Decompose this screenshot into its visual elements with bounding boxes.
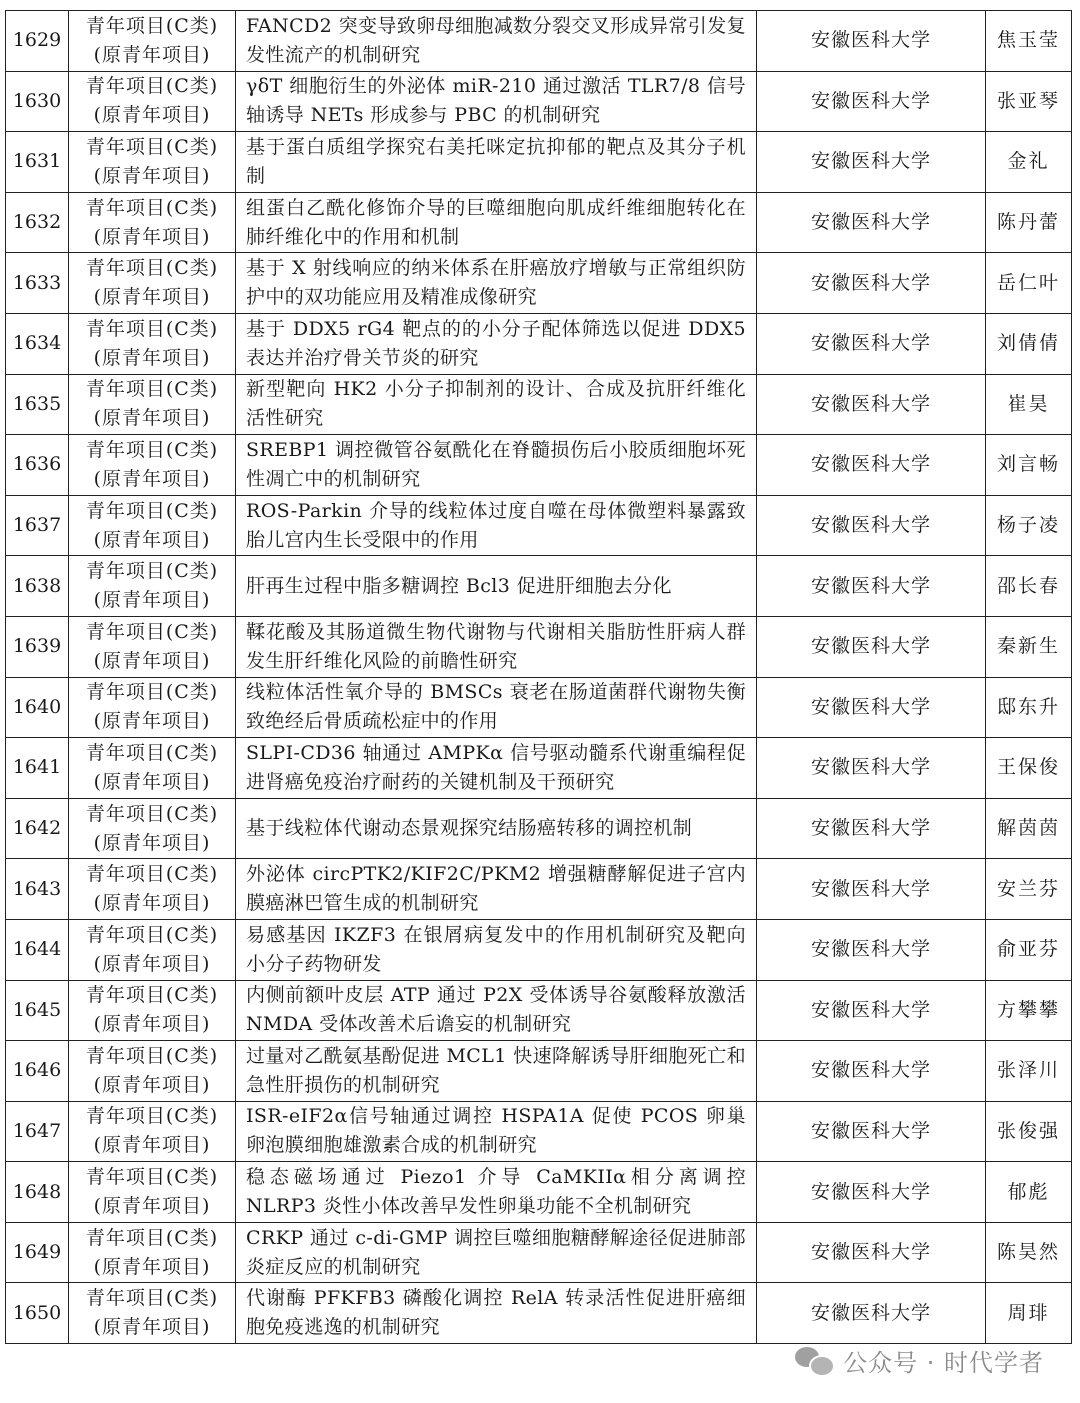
table-row — [6, 71, 1072, 132]
project-title: CRKP 通过 c-di-GMP 调控巨噬细胞糖酵解途径促进肺部炎症反应的机制研究 — [236, 1222, 757, 1283]
project-type-line1: 青年项目(C类) — [85, 741, 219, 764]
project-institution: 安徽医科大学 — [757, 132, 986, 193]
project-type-line1: 青年项目(C类) — [85, 499, 219, 522]
project-title: 肝再生过程中脂多糖调控 Bcl3 促进肝细胞去分化 — [236, 556, 757, 617]
project-type-line2: (原青年项目) — [93, 1013, 211, 1036]
project-leader: 张亚琴 — [986, 71, 1072, 132]
project-institution: 安徽医科大学 — [757, 71, 986, 132]
project-institution: 安徽医科大学 — [757, 1041, 986, 1102]
project-leader: 方攀攀 — [986, 980, 1072, 1041]
table-row — [6, 132, 1072, 193]
project-title: 代谢酶 PFKFB3 磷酸化调控 RelA 转录活性促进肝癌细胞免疫逃逸的机制研究 — [236, 1283, 757, 1344]
project-type-line1: 青年项目(C类) — [85, 1287, 219, 1310]
project-type-line2: (原青年项目) — [93, 286, 211, 309]
project-number: 1643 — [6, 859, 69, 920]
table-row — [6, 192, 1072, 253]
project-title: 易感基因 IKZF3 在银屑病复发中的作用机制研究及靶向小分子药物研发 — [236, 919, 757, 980]
project-title: FANCD2 突变导致卵母细胞减数分裂交叉形成异常引发复发性流产的机制研究 — [236, 11, 757, 72]
project-type-line1: 青年项目(C类) — [85, 257, 219, 280]
project-type — [69, 980, 236, 1041]
project-type-line2: (原青年项目) — [93, 589, 211, 612]
project-title: ROS-Parkin 介导的线粒体过度自噬在母体微塑料暴露致胎儿宫内生长受限中的作用 — [236, 495, 757, 556]
project-title: 内侧前额叶皮层 ATP 通过 P2X 受体诱导谷氨酸释放激活 NMDA 受体改善术后谵妄的机制研究 — [236, 980, 757, 1041]
project-number: 1629 — [6, 11, 69, 72]
project-type — [69, 738, 236, 799]
project-title: 基于 X 射线响应的纳米体系在肝癌放疗增敏与正常组织防护中的双功能应用及精准成像研究 — [236, 253, 757, 314]
project-type — [69, 616, 236, 677]
project-type-line2: (原青年项目) — [93, 467, 211, 490]
project-leader: 郁彪 — [986, 1162, 1072, 1223]
project-type-line2: (原青年项目) — [93, 770, 211, 793]
table-row — [6, 1101, 1072, 1162]
project-leader: 王保俊 — [986, 738, 1072, 799]
project-type-line1: 青年项目(C类) — [85, 1105, 219, 1128]
table-row — [6, 980, 1072, 1041]
project-title: 外泌体 circPTK2/KIF2C/PKM2 增强糖酵解促进子宫内膜癌淋巴管生成的机制研究 — [236, 859, 757, 920]
project-title: SREBP1 调控微管谷氨酰化在脊髓损伤后小胶质细胞坏死性凋亡中的机制研究 — [236, 435, 757, 496]
project-type-line1: 青年项目(C类) — [85, 438, 219, 461]
project-type-line1: 青年项目(C类) — [85, 802, 219, 825]
project-title: 基于线粒体代谢动态景观探究结肠癌转移的调控机制 — [236, 798, 757, 859]
table-row — [6, 859, 1072, 920]
project-leader: 俞亚芬 — [986, 919, 1072, 980]
project-title: 新型靶向 HK2 小分子抑制剂的设计、合成及抗肝纤维化活性研究 — [236, 374, 757, 435]
project-number: 1645 — [6, 980, 69, 1041]
project-leader: 刘言畅 — [986, 435, 1072, 496]
project-number: 1650 — [6, 1283, 69, 1344]
project-institution: 安徽医科大学 — [757, 1283, 986, 1344]
project-leader: 刘倩倩 — [986, 313, 1072, 374]
project-type — [69, 495, 236, 556]
project-leader: 陈昊然 — [986, 1222, 1072, 1283]
project-type-line1: 青年项目(C类) — [85, 620, 219, 643]
project-institution: 安徽医科大学 — [757, 859, 986, 920]
project-title: SLPI-CD36 轴通过 AMPKα 信号驱动髓系代谢重编程促进肾癌免疫治疗耐药的关键机制及干预研究 — [236, 738, 757, 799]
table-row — [6, 556, 1072, 617]
table-row — [6, 495, 1072, 556]
project-institution: 安徽医科大学 — [757, 1101, 986, 1162]
project-number: 1640 — [6, 677, 69, 738]
project-number: 1633 — [6, 253, 69, 314]
project-institution: 安徽医科大学 — [757, 677, 986, 738]
project-institution: 安徽医科大学 — [757, 192, 986, 253]
table-row — [6, 677, 1072, 738]
project-type — [69, 11, 236, 72]
project-leader: 邵长春 — [986, 556, 1072, 617]
project-type-line1: 青年项目(C类) — [85, 560, 219, 583]
project-type — [69, 1162, 236, 1223]
project-institution: 安徽医科大学 — [757, 1162, 986, 1223]
project-institution: 安徽医科大学 — [757, 495, 986, 556]
project-institution: 安徽医科大学 — [757, 435, 986, 496]
project-institution: 安徽医科大学 — [757, 556, 986, 617]
project-type-line2: (原青年项目) — [93, 1134, 211, 1157]
table-row — [6, 313, 1072, 374]
project-number: 1631 — [6, 132, 69, 193]
project-type-line1: 青年项目(C类) — [85, 317, 219, 340]
project-type-line1: 青年项目(C类) — [85, 923, 219, 946]
project-title: γδT 细胞衍生的外泌体 miR-210 通过激活 TLR7/8 信号轴诱导 NETs 形成参与 PBC 的机制研究 — [236, 71, 757, 132]
project-type-line2: (原青年项目) — [93, 649, 211, 672]
project-type-line1: 青年项目(C类) — [85, 135, 219, 158]
table-row — [6, 798, 1072, 859]
project-number: 1649 — [6, 1222, 69, 1283]
project-institution: 安徽医科大学 — [757, 919, 986, 980]
project-type — [69, 253, 236, 314]
project-number: 1644 — [6, 919, 69, 980]
project-type-line1: 青年项目(C类) — [85, 14, 219, 37]
table-row — [6, 738, 1072, 799]
project-title: 稳态磁场通过 Piezo1 介导 CaMKIIα相分离调控 NLRP3 炎性小体改善早发性卵巢功能不全机制研究 — [236, 1162, 757, 1223]
project-number: 1648 — [6, 1162, 69, 1223]
project-institution: 安徽医科大学 — [757, 980, 986, 1041]
project-type — [69, 798, 236, 859]
project-type — [69, 132, 236, 193]
project-institution: 安徽医科大学 — [757, 11, 986, 72]
table-row — [6, 919, 1072, 980]
project-number: 1630 — [6, 71, 69, 132]
project-type-line2: (原青年项目) — [93, 1195, 211, 1218]
project-type — [69, 1283, 236, 1344]
project-institution: 安徽医科大学 — [757, 738, 986, 799]
project-title: 线粒体活性氧介导的 BMSCs 衰老在肠道菌群代谢物失衡致绝经后骨质疏松症中的作用 — [236, 677, 757, 738]
project-number: 1646 — [6, 1041, 69, 1102]
project-title: 基于 DDX5 rG4 靶点的的小分子配体筛选以促进 DDX5 表达并治疗骨关节炎的研究 — [236, 313, 757, 374]
project-institution: 安徽医科大学 — [757, 313, 986, 374]
project-type-line1: 青年项目(C类) — [85, 681, 219, 704]
project-type-line2: (原青年项目) — [93, 1316, 211, 1339]
project-leader: 杨子凌 — [986, 495, 1072, 556]
project-type — [69, 192, 236, 253]
project-title: 鞣花酸及其肠道微生物代谢物与代谢相关脂肪性肝病人群发生肝纤维化风险的前瞻性研究 — [236, 616, 757, 677]
project-type-line2: (原青年项目) — [93, 1255, 211, 1278]
project-institution: 安徽医科大学 — [757, 798, 986, 859]
project-type — [69, 313, 236, 374]
project-title: 基于蛋白质组学探究右美托咪定抗抑郁的靶点及其分子机制 — [236, 132, 757, 193]
project-number: 1635 — [6, 374, 69, 435]
project-title: 过量对乙酰氨基酚促进 MCL1 快速降解诱导肝细胞死亡和急性肝损伤的机制研究 — [236, 1041, 757, 1102]
project-type — [69, 71, 236, 132]
project-type-line1: 青年项目(C类) — [85, 1166, 219, 1189]
project-type — [69, 1222, 236, 1283]
table-row — [6, 374, 1072, 435]
project-type-line2: (原青年项目) — [93, 831, 211, 854]
project-type — [69, 435, 236, 496]
project-type — [69, 1041, 236, 1102]
project-type — [69, 374, 236, 435]
project-number: 1636 — [6, 435, 69, 496]
table-row — [6, 1222, 1072, 1283]
project-leader: 岳仁叶 — [986, 253, 1072, 314]
project-leader: 金礼 — [986, 132, 1072, 193]
project-leader: 张俊强 — [986, 1101, 1072, 1162]
project-institution: 安徽医科大学 — [757, 253, 986, 314]
project-leader: 崔昊 — [986, 374, 1072, 435]
project-type — [69, 677, 236, 738]
watermark-text: 公众号 · 时代学者 — [843, 1348, 1044, 1377]
project-leader: 周琲 — [986, 1283, 1072, 1344]
project-leader: 秦新生 — [986, 616, 1072, 677]
project-leader: 邸东升 — [986, 677, 1072, 738]
project-type-line1: 青年项目(C类) — [85, 863, 219, 886]
project-type — [69, 1101, 236, 1162]
table-row — [6, 253, 1072, 314]
table-row — [6, 435, 1072, 496]
project-number: 1641 — [6, 738, 69, 799]
project-institution: 安徽医科大学 — [757, 616, 986, 677]
project-type-line2: (原青年项目) — [93, 164, 211, 187]
project-number: 1642 — [6, 798, 69, 859]
project-type-line2: (原青年项目) — [93, 892, 211, 915]
table-row — [6, 11, 1072, 72]
project-number: 1638 — [6, 556, 69, 617]
project-type-line2: (原青年项目) — [93, 43, 211, 66]
project-type-line2: (原青年项目) — [93, 710, 211, 733]
project-type-line1: 青年项目(C类) — [85, 1044, 219, 1067]
project-institution: 安徽医科大学 — [757, 374, 986, 435]
project-number: 1632 — [6, 192, 69, 253]
project-number: 1637 — [6, 495, 69, 556]
project-title: 组蛋白乙酰化修饰介导的巨噬细胞向肌成纤维细胞转化在肺纤维化中的作用和机制 — [236, 192, 757, 253]
table-row — [6, 1162, 1072, 1223]
project-type-line2: (原青年项目) — [93, 407, 211, 430]
project-type-line1: 青年项目(C类) — [85, 1226, 219, 1249]
project-type-line2: (原青年项目) — [93, 528, 211, 551]
project-type-line2: (原青年项目) — [93, 952, 211, 975]
project-number: 1634 — [6, 313, 69, 374]
project-title: ISR-eIF2α信号轴通过调控 HSPA1A 促使 PCOS 卵巢卵泡膜细胞雄激素合成的机制研究 — [236, 1101, 757, 1162]
project-type — [69, 556, 236, 617]
project-leader: 安兰芬 — [986, 859, 1072, 920]
project-type — [69, 859, 236, 920]
project-type — [69, 919, 236, 980]
project-type-line2: (原青年项目) — [93, 1073, 211, 1096]
table-row — [6, 616, 1072, 677]
watermark — [795, 1342, 1044, 1378]
wechat-icon — [795, 1345, 833, 1375]
project-number: 1639 — [6, 616, 69, 677]
project-institution: 安徽医科大学 — [757, 1222, 986, 1283]
project-leader: 张泽川 — [986, 1041, 1072, 1102]
project-type-line1: 青年项目(C类) — [85, 75, 219, 98]
project-number: 1647 — [6, 1101, 69, 1162]
table-row — [6, 1283, 1072, 1344]
project-type-line1: 青年项目(C类) — [85, 378, 219, 401]
project-type-line2: (原青年项目) — [93, 225, 211, 248]
grant-table — [5, 10, 1072, 1344]
project-leader: 焦玉莹 — [986, 11, 1072, 72]
project-type-line1: 青年项目(C类) — [85, 196, 219, 219]
project-leader: 陈丹蕾 — [986, 192, 1072, 253]
project-leader: 解茵茵 — [986, 798, 1072, 859]
project-type-line2: (原青年项目) — [93, 104, 211, 127]
project-type-line2: (原青年项目) — [93, 346, 211, 369]
grant-table-body — [6, 11, 1072, 1344]
project-type-line1: 青年项目(C类) — [85, 984, 219, 1007]
table-row — [6, 1041, 1072, 1102]
